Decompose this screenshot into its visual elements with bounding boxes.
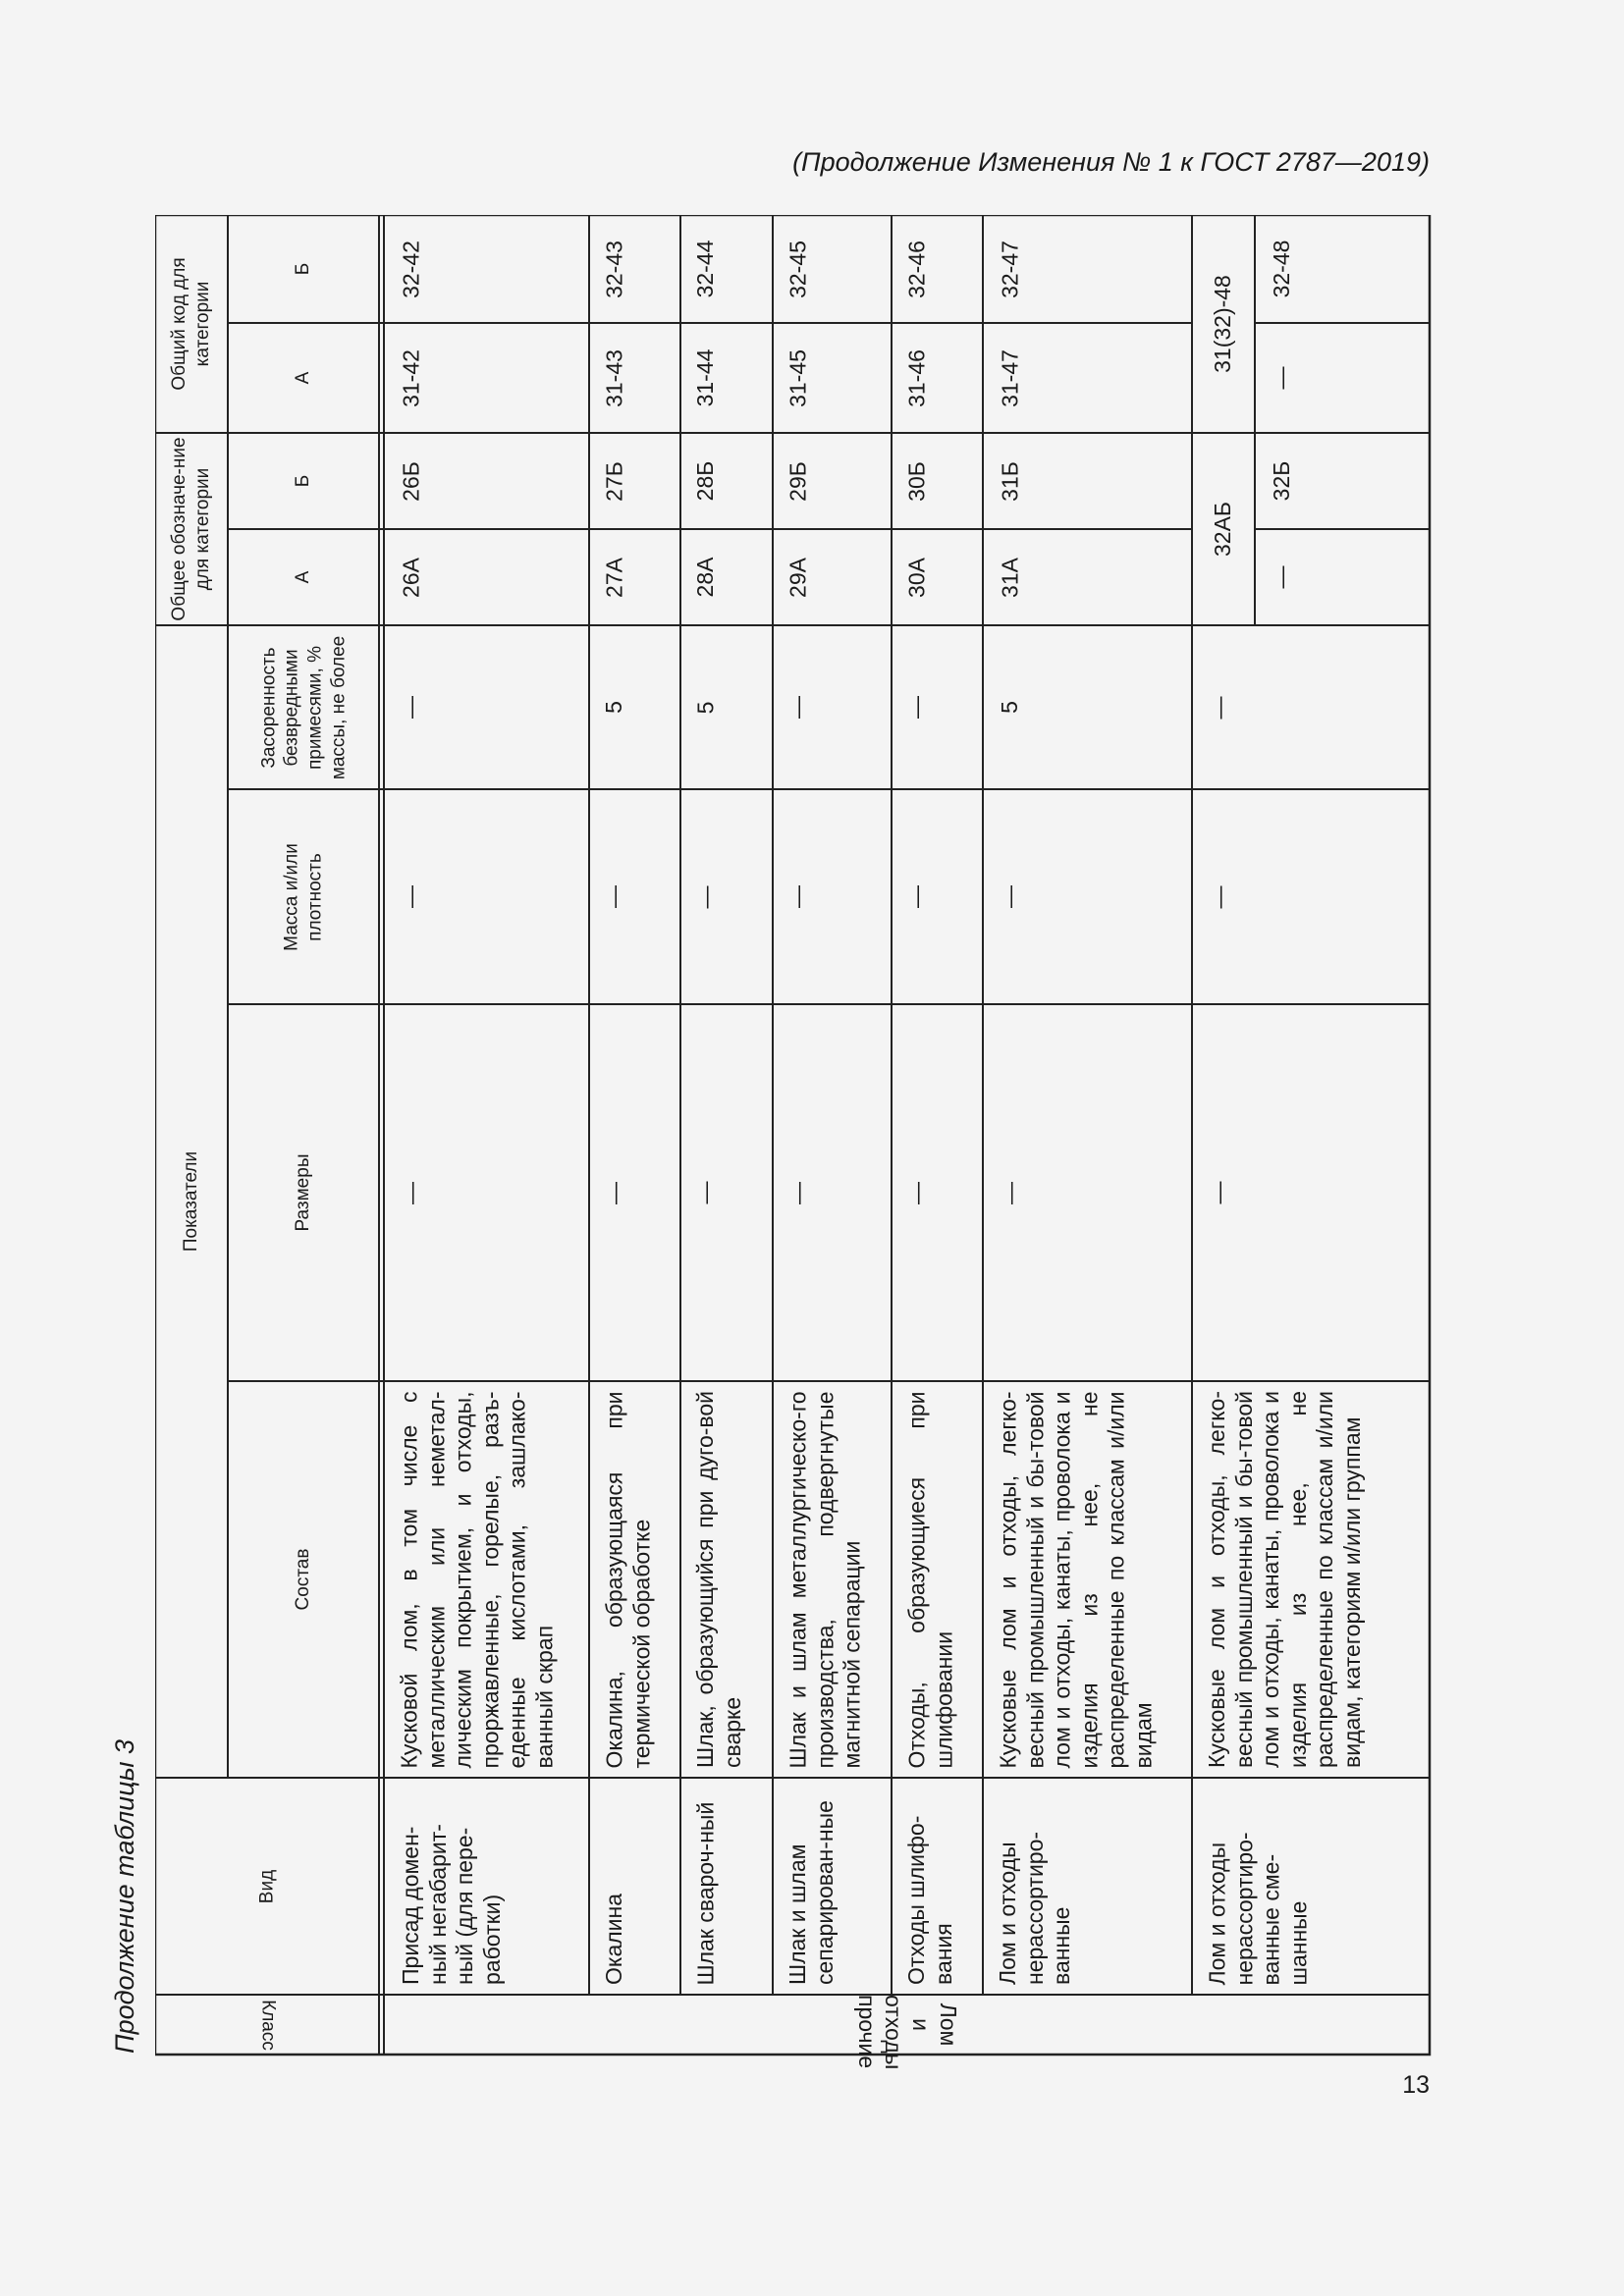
row2-massa: —	[601, 885, 626, 908]
row7-zasor: —	[1206, 696, 1231, 719]
header-kod: Общий код для категории	[169, 257, 213, 391]
row4-vid: Шлак и шлам сепарирован-ные	[785, 1800, 838, 1985]
table-caption: Продолжение таблицы 3	[110, 1738, 139, 2054]
row3-kod-a: 31-44	[692, 348, 718, 407]
header-klass: Класс	[256, 1999, 278, 2051]
row5-kod-a: 31-46	[903, 348, 929, 407]
row3-vid: Шлак свароч-ный	[692, 1801, 718, 1985]
header-sostav: Состав	[293, 1548, 314, 1611]
row4-kod-b: 32-45	[785, 240, 810, 298]
row4-kod-a: 31-45	[785, 348, 810, 407]
row3-zasor: 5	[692, 701, 718, 714]
row7-kod-merged: 31(32)-48	[1210, 275, 1236, 373]
row7-obozn-b2: 32Б	[1269, 460, 1294, 502]
row3-massa: —	[692, 885, 718, 908]
row2-kod-a: 31-43	[601, 348, 626, 407]
row7-obozn-a2: —	[1269, 565, 1294, 589]
header-massa: Масса и/или плотность	[281, 842, 325, 951]
row5-sostav: Отходы, образующиеся при шлифовании	[903, 1391, 956, 1768]
header-vid: Вид	[256, 1869, 278, 1903]
row1-sostav: Кусковой лом, в том числе с металлическим или неметал-лическим покрытием, и отходы, проржавленные, горелые, разъ-еденные кислотами, зашлако-ванный скрап	[396, 1391, 557, 1768]
row6-zasor: 5	[997, 701, 1022, 714]
klass-value: Лом и отходы прочие	[853, 1995, 961, 2070]
header-pokazateli: Показатели	[181, 1150, 202, 1253]
header-zasor: Засоренность безвредными примесями, % массы, не более	[257, 635, 349, 779]
row5-kod-b: 32-46	[903, 240, 929, 298]
row6-vid: Лом и отходы нерассортиро-ванные	[995, 1831, 1075, 1985]
row3-sostav: Шлак, образующийся при дуго-вой сварке	[692, 1391, 745, 1768]
rotated-table	[155, 215, 1432, 2070]
row3-obozn-b: 28Б	[692, 460, 718, 502]
row1-kod-b: 32-42	[398, 240, 423, 298]
row4-sostav: Шлак и шлам металлургическо-го производства, подвергнутые магнитной сепарации	[785, 1391, 865, 1768]
row2-obozn-b: 27Б	[601, 460, 626, 502]
row7-kod-a2: —	[1269, 366, 1294, 390]
row4-obozn-b: 29Б	[785, 460, 810, 502]
row2-vid: Окалина	[601, 1893, 626, 1985]
row6-sostav: Кусковые лом и отходы, легко-весный промышленный и бы-товой лом и отходы, канаты, проволока и изделия из нее, не распределенные по классам и/или видам	[995, 1391, 1156, 1768]
row5-massa: —	[903, 885, 929, 908]
row7-razmery: —	[1206, 1181, 1231, 1204]
row6-obozn-a: 31А	[997, 557, 1022, 598]
row7-vid: Лом и отходы нерассортиро-ванные сме-шанные	[1204, 1831, 1311, 1985]
row4-obozn-a: 29А	[785, 557, 810, 598]
header-razmery: Размеры	[293, 1153, 314, 1232]
header-obozn-b: Б	[293, 474, 314, 488]
row5-razmery: —	[903, 1181, 929, 1204]
row3-razmery: —	[692, 1181, 718, 1204]
row7-obozn-merged: 32АБ	[1210, 501, 1236, 558]
row7-kod-b2: 32-48	[1269, 240, 1294, 298]
row5-obozn-a: 30А	[903, 557, 929, 598]
header-kod-b: Б	[293, 262, 314, 276]
row7-sostav: Кусковые лом и отходы, легко-весный промышленный и бы-товой лом и отходы, канаты, проволока и изделия из нее, не распределенные по классам и/или видам, категориям и/или группам	[1204, 1391, 1365, 1768]
row3-obozn-a: 28А	[692, 557, 718, 598]
row6-razmery: —	[997, 1181, 1022, 1204]
row4-zasor: —	[785, 696, 810, 719]
row6-obozn-b: 31Б	[997, 460, 1022, 502]
row3-kod-b: 32-44	[692, 240, 718, 298]
row1-zasor: —	[398, 696, 423, 719]
row5-obozn-b: 30Б	[903, 460, 929, 502]
document-header: (Продолжение Изменения № 1 к ГОСТ 2787—2019)	[792, 147, 1430, 177]
row7-massa: —	[1206, 885, 1231, 908]
row2-zasor: 5	[601, 701, 626, 714]
header-obozn-a: А	[293, 570, 314, 584]
row1-kod-a: 31-42	[398, 348, 423, 407]
row6-kod-b: 32-47	[997, 240, 1022, 298]
row2-kod-b: 32-43	[601, 240, 626, 298]
row5-zasor: —	[903, 696, 929, 719]
row1-obozn-a: 26А	[398, 557, 423, 598]
row6-kod-a: 31-47	[997, 348, 1022, 407]
row1-massa: —	[398, 885, 423, 908]
row4-massa: —	[785, 885, 810, 908]
row1-obozn-b: 26Б	[398, 460, 423, 502]
row2-sostav: Окалина, образующаяся при термической обработке	[601, 1391, 654, 1768]
header-obozn: Общее обозначе-ние для категории	[169, 437, 213, 621]
page-number: 13	[1402, 2071, 1430, 2099]
header-kod-a: А	[293, 371, 314, 385]
row1-razmery: —	[398, 1181, 423, 1204]
row2-obozn-a: 27А	[601, 557, 626, 598]
row4-razmery: —	[785, 1181, 810, 1204]
row2-razmery: —	[601, 1181, 626, 1204]
row6-massa: —	[997, 885, 1022, 908]
row1-vid: Присад домен-ный негабарит-ный (для пере-работки)	[398, 1824, 505, 1985]
row5-vid: Отходы шлифо-вания	[903, 1815, 956, 1985]
